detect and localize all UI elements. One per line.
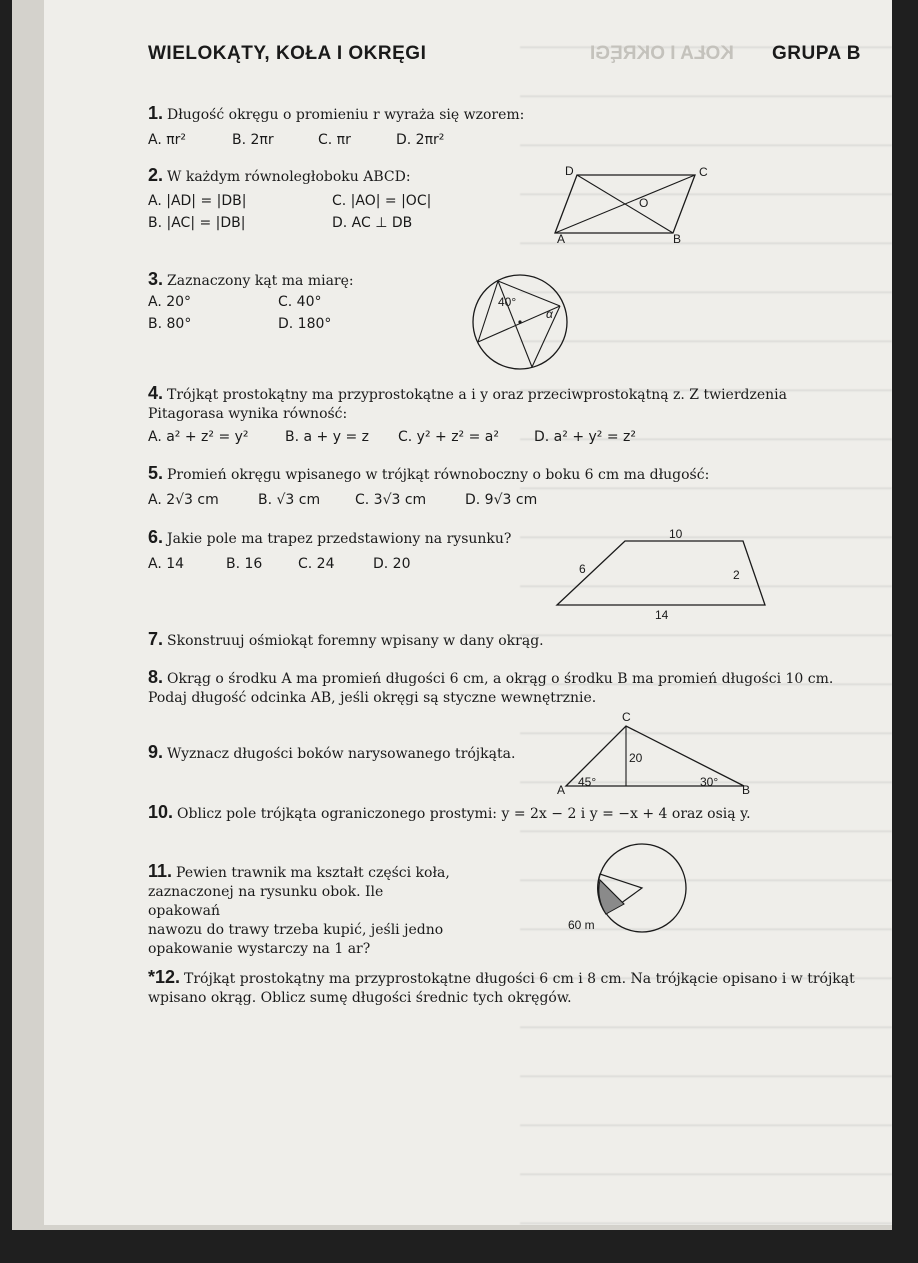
q5-option-a: A. 2√3 cm [148, 492, 219, 508]
question-5-text: Promień okręgu wpisanego w trójkąt równoboczny o boku 6 cm ma długość: [167, 467, 710, 483]
label-40-degrees: 40° [498, 295, 517, 309]
question-10-text: Oblicz pole trójkąta ograniczonego prostymi: y = 2x − 2 i y = −x + 4 oraz osią y. [177, 806, 751, 822]
question-12-text: Trójkąt prostokątny ma przyprostokątne długości 6 cm i 8 cm. Na trójkącie opisano i w trójkąt wpisano okrąg. Oblicz sumę długości średnic tych okręgów. [148, 971, 855, 1006]
label-bottom-14: 14 [655, 608, 669, 622]
question-2: 2. W każdym równoległoboku ABCD: [148, 165, 411, 185]
q1-option-b: B. 2πr [232, 132, 274, 148]
question-1: 1. Długość okręgu o promieniu r wyraża się wzorem: [148, 103, 525, 123]
label-o: O [639, 196, 649, 210]
q5-option-d: D. 9√3 cm [465, 492, 538, 508]
question-1-text: Długość okręgu o promieniu r wyraża się wzorem: [167, 107, 525, 123]
q5-option-c: C. 3√3 cm [355, 492, 427, 508]
label-a: A [557, 232, 566, 246]
label-top-10: 10 [669, 527, 683, 541]
question-10: 10. Oblicz pole trójkąta ograniczonego prostymi: y = 2x − 2 i y = −x + 4 oraz osią y. [148, 802, 751, 822]
lawn-sector-figure [566, 840, 696, 940]
question-11-line-1: Pewien trawnik ma kształt części koła, [176, 865, 450, 881]
label-b: B [673, 232, 682, 246]
question-6-text: Jakie pole ma trapez przedstawiony na rysunku? [167, 531, 512, 547]
question-7-text: Skonstruuj ośmiokąt foremny wpisany w dany okrąg. [167, 633, 544, 649]
question-11-line-4: opakowanie wystarczy na 1 ar? [148, 941, 371, 957]
label-height-2: 2 [733, 568, 740, 582]
q3-option-c: C. 40° [278, 294, 322, 310]
label-side-6: 6 [579, 562, 586, 576]
question-2-text: W każdym równoległoboku ABCD: [167, 169, 411, 185]
q2-option-b: B. |AC| = |DB| [148, 215, 246, 231]
question-11: 11. Pewien trawnik ma kształt części koła, zaznaczonej na rysunku obok. Ile opakowań nawozu do trawy trzeba kupić, jeśli jedno opakowanie wystarczy na 1 ar? [148, 861, 450, 957]
group-label: GRUPA B [772, 43, 861, 64]
question-3-text: Zaznaczony kąt ma miarę: [167, 273, 354, 289]
q3-option-b: B. 80° [148, 316, 192, 332]
question-4-text: Trójkąt prostokątny ma przyprostokątne a i y oraz przeciwprostokątną z. Z twierdzenia Pitagorasa wynika równość: [148, 387, 787, 422]
question-12: *12. Trójkąt prostokątny ma przyprostokątne długości 6 cm i 8 cm. Na trójkącie opisano i w trójkąt wpisano okrąg. Oblicz sumę długości średnic tych okręgów. [148, 967, 855, 1006]
label-30-degrees: 30° [700, 775, 719, 789]
q6-option-a: A. 14 [148, 556, 185, 572]
q6-option-c: C. 24 [298, 556, 335, 572]
bleed-through-title: KOŁA I OKRĘGI [590, 43, 734, 64]
label-height-20: 20 [629, 751, 643, 765]
label-alpha: α [546, 307, 553, 321]
inscribed-angle-figure [470, 272, 570, 372]
q4-option-d: D. a² + y² = z² [534, 429, 636, 445]
question-4: 4. Trójkąt prostokątny ma przyprostokątne a i y oraz przeciwprostokątną z. Z twierdzenia Pitagorasa wynika równość: [148, 383, 787, 422]
parallelogram-figure [555, 165, 715, 245]
label-c: C [622, 710, 631, 724]
q3-option-a: A. 20° [148, 294, 192, 310]
q1-option-d: D. 2πr² [396, 132, 445, 148]
q5-option-b: B. √3 cm [258, 492, 321, 508]
q2-option-a: A. |AD| = |DB| [148, 193, 247, 209]
q4-option-c: C. y² + z² = a² [398, 429, 499, 445]
label-60-m: 60 m [568, 918, 595, 932]
question-11-line-2: zaznaczonej na rysunku obok. Ile opakowań [148, 884, 384, 919]
label-b: B [742, 783, 751, 797]
question-8: 8. Okrąg o środku A ma promień długości 6 cm, a okrąg o środku B ma promień długości 10 cm. Podaj długość odcinka AB, jeśli okręgi są styczne wewnętrznie. [148, 667, 834, 706]
question-8-text: Okrąg o środku A ma promień długości 6 cm, a okrąg o środku B ma promień długości 10 cm. Podaj długość odcinka AB, jeśli okręgi są styczne wewnętrznie. [148, 671, 834, 706]
label-d: D [565, 164, 574, 178]
worksheet-title: WIELOKĄTY, KOŁA I OKRĘGI [148, 43, 427, 64]
label-a: A [557, 783, 566, 797]
q2-option-d: D. AC ⊥ DB [332, 215, 413, 231]
triangle-figure [556, 710, 766, 800]
q6-option-b: B. 16 [226, 556, 263, 572]
q1-option-c: C. πr [318, 132, 351, 148]
question-11-line-3: nawozu do trawy trzeba kupić, jeśli jedno [148, 922, 444, 938]
label-c: C [699, 165, 708, 179]
question-7: 7. Skonstruuj ośmiokąt foremny wpisany w dany okrąg. [148, 629, 544, 649]
question-3: 3. Zaznaczony kąt ma miarę: [148, 269, 354, 289]
q6-option-d: D. 20 [373, 556, 411, 572]
question-9-text: Wyznacz długości boków narysowanego trójkąta. [167, 746, 516, 762]
q4-option-b: B. a + y = z [285, 429, 369, 445]
question-6: 6. Jakie pole ma trapez przedstawiony na rysunku? [148, 527, 512, 547]
question-5: 5. Promień okręgu wpisanego w trójkąt równoboczny o boku 6 cm ma długość: [148, 463, 710, 483]
trapezoid-figure [555, 527, 775, 622]
q2-option-c: C. |AO| = |OC| [332, 193, 432, 209]
label-45-degrees: 45° [578, 775, 597, 789]
q4-option-a: A. a² + z² = y² [148, 429, 249, 445]
q3-option-d: D. 180° [278, 316, 332, 332]
question-9: 9. Wyznacz długości boków narysowanego trójkąta. [148, 742, 516, 762]
q1-option-a: A. πr² [148, 132, 187, 148]
